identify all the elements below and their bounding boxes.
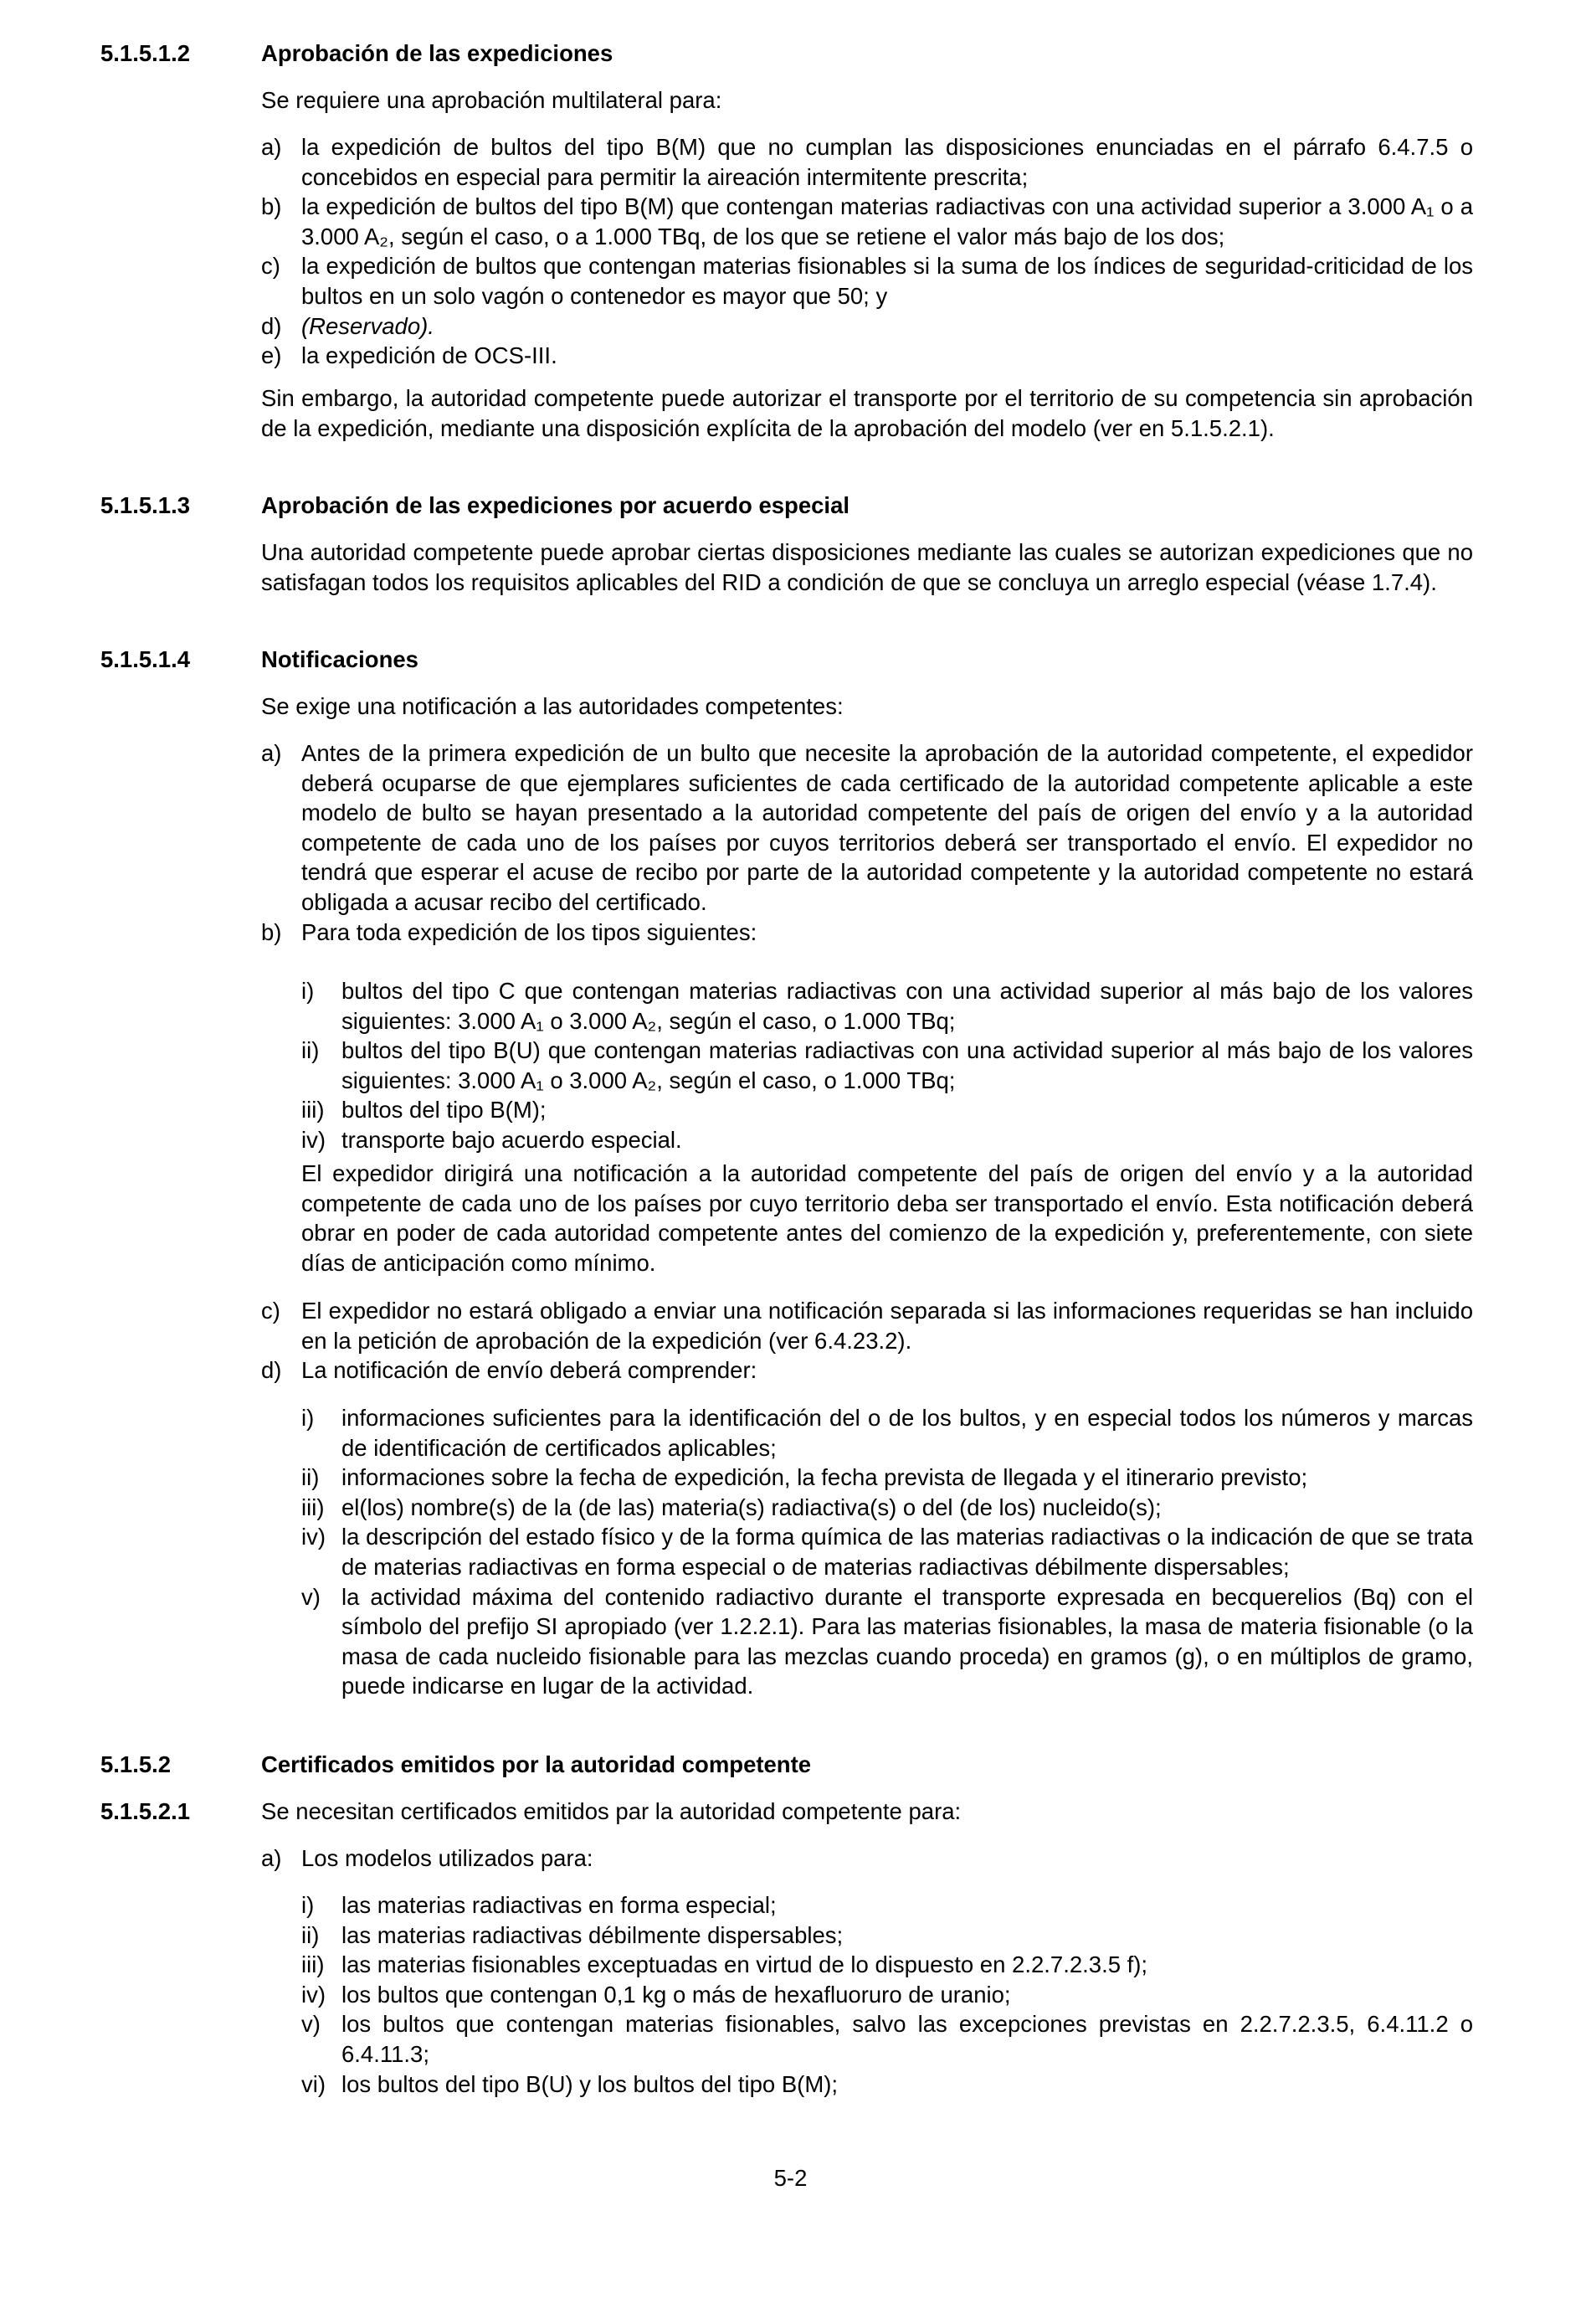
list-item: iii) el(los) nombre(s) de la (de las) materia(s) radiactiva(s) o del (de los) nucleido(s); <box>301 1494 1162 1520</box>
section-heading: Aprobación de las expediciones por acuerdo especial <box>261 492 850 518</box>
section-number: 5.1.5.1.4 <box>100 646 191 672</box>
list-item: iv) la descripción del estado físico y de la forma química de las materias radiactivas o la indicación de que se trata de materias radiactivas en forma especial o de materias radiactivas débilmente dispersables; <box>301 1524 1473 1580</box>
list-item: i) las materias radiactivas en forma especial; <box>301 1892 777 1918</box>
list-item: ii) informaciones sobre la fecha de expedición, la fecha prevista de llegada y el itinerario previsto; <box>301 1464 1308 1491</box>
list-s3-ab <box>261 738 1473 947</box>
section-number: 5.1.5.2 <box>100 1751 172 1777</box>
list-item: b) Para toda expedición de los tipos siguientes: <box>261 918 757 945</box>
section-heading: Notificaciones <box>261 646 418 672</box>
section-number: 5.1.5.1.3 <box>100 492 191 518</box>
list-item: iii) las materias fisionables exceptuadas en virtud de lo dispuesto en 2.2.7.2.3.5 f); <box>301 1951 1148 1978</box>
list-item: e) la expedición de OCS-III. <box>261 342 557 369</box>
list-s5 <box>261 1843 1473 1874</box>
notification-paragraph: El expedidor dirigirá una notificación a la autoridad competente del país de origen del envío y a la autoridad competente de cada uno de los países por cuyo territorio deba ser transportado el envío. Esta notificación deberá obrar en poder de cada autoridad competente antes del comienzo de la expedición y, preferentemente, con siete días de anticipación como mínimo. <box>301 1160 1473 1276</box>
list-s1 <box>261 132 1473 371</box>
section-heading: Certificados emitidos por la autoridad competente <box>261 1751 812 1777</box>
section-closing: Sin embargo, la autoridad competente puede autorizar el transporte por el territorio de su competencia sin aprobación de la expedición, mediante una disposición explícita de la aprobación del modelo (ver en 5.1.5.2.1). <box>261 385 1473 441</box>
list-item: i) bultos del tipo C que contengan materias radiactivas con una actividad superior al más bajo de los valores siguientes: 3.000 A₁ o 3.000 A₂, según el caso, o 1.000 TBq; <box>301 978 1473 1034</box>
sublist-s5-a <box>301 1890 1473 2099</box>
list-item: i) informaciones suficientes para la identificación del o de los bultos, y en especial todos los números y marcas de identificación de certificados aplicables; <box>301 1405 1473 1461</box>
list-item: a) Antes de la primera expedición de un bulto que necesite la aprobación de la autoridad competente, el expedidor deberá ocuparse de que ejemplares suficientes de cada certificado de la autoridad competente aplicable a este modelo de bulto se hayan presentado a la autoridad competente del país de origen del envío y a la autoridad competente de cada uno de los países por cuyos territorios deberá ser transportado el envío. El expedidor no tendrá que esperar el acuse de recibo por parte de la autoridad competente y la autoridad competente no estará obligada a acusar recibo del certificado. <box>261 740 1473 915</box>
list-item: a) la expedición de bultos del tipo B(M) que no cumplan las disposiciones enunciadas en el párrafo 6.4.7.5 o concebidos en especial para permitir la aireación intermitente prescrita; <box>261 134 1473 190</box>
list-item: c) la expedición de bultos que contengan materias fisionables si la suma de los índices de seguridad-criticidad de los bultos en un solo vagón o contenedor es mayor que 50; y <box>261 253 1473 309</box>
section-intro: Se necesitan certificados emitidos par la autoridad competente para: <box>261 1798 962 1824</box>
list-item: ii) bultos del tipo B(U) que contengan materias radiactivas con una actividad superior al más bajo de los valores siguientes: 3.000 A₁ o 3.000 A₂, según el caso, o 1.000 TBq; <box>301 1037 1473 1093</box>
list-item: v) la actividad máxima del contenido radiactivo durante el transporte expresada en becquerelios (Bq) con el símbolo del prefijo SI apropiado (ver 1.2.2.1). Para las materias fisionables, la masa de materia fisionable (o la masa de cada nucleido fisionable para las mezclas cuando proceda) en gramos (g), o en múltiplos de gramo, puede indicarse en lugar de la actividad. <box>301 1583 1473 1699</box>
list-item: ii) las materias radiactivas débilmente dispersables; <box>301 1921 844 1948</box>
list-item: vi) los bultos del tipo B(U) y los bultos del tipo B(M); <box>301 2070 839 2097</box>
list-item: iii) bultos del tipo B(M); <box>301 1097 547 1123</box>
list-item: c) El expedidor no estará obligado a enviar una notificación separada si las informaciones requeridas se han incluido en la petición de aprobación de la expedición (ver 6.4.23.2). <box>261 1298 1473 1354</box>
list-item: iv) transporte bajo acuerdo especial. <box>301 1126 682 1153</box>
section-body: Una autoridad competente puede aprobar ciertas disposiciones mediante las cuales se autorizan expediciones que no satisfagan todos los requisitos aplicables del RID a condición de que se concluya un arreglo especial (véase 1.7.4). <box>261 539 1473 595</box>
page-number: 5-2 <box>773 2165 808 2191</box>
list-item: a) Los modelos utilizados para: <box>261 1845 593 1871</box>
section-number: 5.1.5.2.1 <box>100 1798 191 1824</box>
list-item: d) La notificación de envío deberá comprender: <box>261 1357 757 1384</box>
sublist-s3-b <box>301 976 1473 1155</box>
section-heading: Aprobación de las expediciones <box>261 40 613 66</box>
list-item: b) la expedición de bultos del tipo B(M) que contengan materias radiactivas con una actividad superior a 3.000 A₁ o a 3.000 A₂, según el caso, o a 1.000 TBq, de los que se retiene el valor más bajo de los dos; <box>261 193 1473 249</box>
section-intro: Se requiere una aprobación multilateral para: <box>261 87 722 113</box>
list-s3-cd <box>261 1296 1473 1386</box>
section-number: 5.1.5.1.2 <box>100 40 191 66</box>
list-item: v) los bultos que contengan materias fisionables, salvo las excepciones previstas en 2.2.7.2.3.5, 6.4.11.2 o 6.4.11.3; <box>301 2011 1473 2067</box>
sublist-s3-d <box>301 1403 1473 1701</box>
list-item: d) (Reservado). <box>261 312 434 339</box>
list-item: iv) los bultos que contengan 0,1 kg o más de hexafluoruro de uranio; <box>301 1981 1011 2008</box>
section-intro: Se exige una notificación a las autoridades competentes: <box>261 693 844 719</box>
